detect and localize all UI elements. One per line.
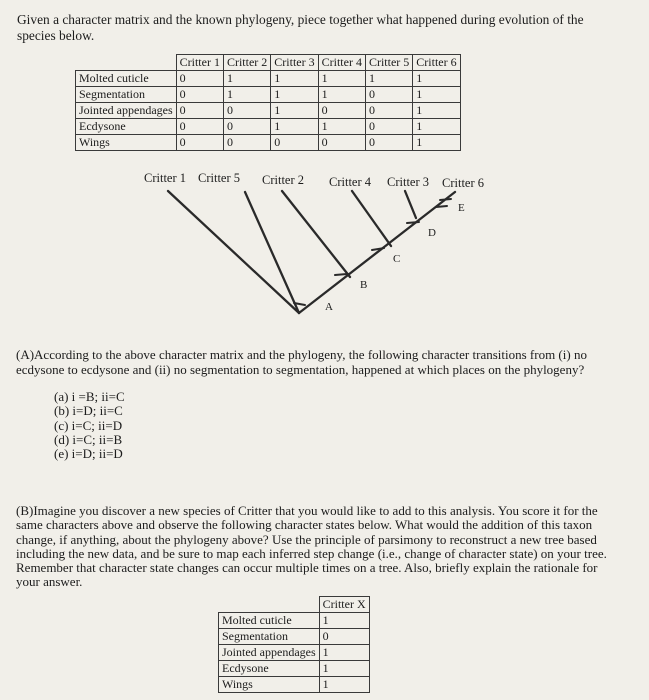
matrix-col-header: Critter 2 — [223, 55, 270, 71]
point-d-tick — [407, 222, 419, 223]
matrix-cell: 0 — [271, 135, 318, 151]
answer-option: (b) i=D; ii=C — [54, 403, 123, 419]
critter-x-cell: 1 — [319, 613, 369, 629]
matrix-cell: 1 — [365, 71, 412, 87]
matrix-cell: 0 — [176, 119, 223, 135]
tree-branch — [352, 191, 391, 246]
matrix-cell: 0 — [176, 71, 223, 87]
critter-x-header-row — [219, 597, 370, 613]
matrix-cell: 0 — [365, 119, 412, 135]
matrix-col-header: Critter 6 — [413, 55, 460, 71]
matrix-col-header: Critter 5 — [365, 55, 412, 71]
matrix-cell: 1 — [223, 87, 270, 103]
taxon-label: Critter 4 — [329, 175, 372, 189]
critter-x-cell: 1 — [319, 645, 369, 661]
matrix-cell: 0 — [176, 103, 223, 119]
critter-x-row — [219, 613, 370, 629]
critter-x-row-label: Wings — [219, 677, 320, 693]
matrix-cell: 0 — [223, 135, 270, 151]
question-a-prompt: According to the above character matrix and the phylogeny, the following character transitions from (i) no ecdysone to ecdysone and (ii) no segmentation to segmentation, happened at which places on the phylogeny? — [16, 347, 587, 377]
matrix-cell: 1 — [271, 119, 318, 135]
matrix-cell: 0 — [318, 103, 365, 119]
point-e-label: E — [458, 202, 465, 214]
question-b — [16, 504, 620, 590]
matrix-cell: 1 — [318, 119, 365, 135]
answer-option: (e) i=D; ii=D — [54, 446, 123, 462]
tree-branch — [168, 191, 299, 313]
critter-x-row — [219, 629, 370, 645]
matrix-cell: 0 — [365, 103, 412, 119]
answer-option: (d) i=C; ii=B — [54, 431, 123, 447]
matrix-cell: 0 — [223, 103, 270, 119]
critter-x-table — [218, 596, 370, 693]
matrix-cell: 1 — [271, 71, 318, 87]
matrix-cell: 1 — [413, 119, 460, 135]
point-d-label: D — [428, 227, 436, 239]
critter-x-col-header: Critter X — [319, 597, 369, 613]
matrix-row-label: Ecdysone — [76, 119, 177, 135]
matrix-col-header: Critter 1 — [176, 55, 223, 71]
tree-branch — [299, 192, 455, 313]
intro-text: Given a character matrix and the known phylogeny, piece together what happened during evolution of the species below. — [17, 12, 584, 43]
matrix-cell: 0 — [365, 135, 412, 151]
taxon-label: Critter 2 — [262, 173, 305, 187]
point-e-tick — [440, 199, 451, 200]
matrix-cell: 1 — [318, 71, 365, 87]
point-a-label: A — [325, 301, 333, 313]
matrix-cell: 0 — [318, 135, 365, 151]
matrix-cell: 1 — [413, 135, 460, 151]
point-e-tick — [436, 206, 447, 207]
matrix-cell: 1 — [413, 87, 460, 103]
point-b-tick — [335, 274, 347, 275]
matrix-cell: 1 — [413, 103, 460, 119]
matrix-cell: 1 — [271, 103, 318, 119]
taxon-label: Critter 5 — [198, 171, 241, 185]
question-a-label: (A) — [16, 347, 35, 362]
critter-x-row-label: Ecdysone — [219, 661, 320, 677]
matrix-row-label: Molted cuticle — [76, 71, 177, 87]
critter-x-row-label: Segmentation — [219, 629, 320, 645]
matrix-col-header: Critter 4 — [318, 55, 365, 71]
taxon-label: Critter 6 — [442, 176, 485, 190]
critter-x-row-label: Jointed appendages — [219, 645, 320, 661]
matrix-cell: 0 — [365, 87, 412, 103]
matrix-cell: 1 — [413, 71, 460, 87]
matrix-row-label: Jointed appendages — [76, 103, 177, 119]
critter-x-row — [219, 677, 370, 693]
taxon-label: Critter 1 — [144, 171, 187, 185]
critter-x-cell: 0 — [319, 629, 369, 645]
critter-x-row — [219, 645, 370, 661]
matrix-row-label: Segmentation — [76, 87, 177, 103]
question-a — [16, 348, 616, 377]
question-a-options — [54, 390, 125, 461]
tree-branch — [245, 192, 299, 313]
matrix-cell: 0 — [223, 119, 270, 135]
matrix-cell: 0 — [176, 135, 223, 151]
matrix-col-header: Critter 3 — [271, 55, 318, 71]
answer-option: (a) i =B; ii=C — [54, 389, 125, 404]
matrix-cell: 1 — [271, 87, 318, 103]
critter-x-row — [219, 661, 370, 677]
phylogeny-diagram — [0, 0, 649, 340]
question-b-label: (B) — [16, 503, 34, 518]
critter-x-row-label: Molted cuticle — [219, 613, 320, 629]
point-c-label: C — [393, 253, 401, 265]
matrix-cell: 1 — [318, 87, 365, 103]
question-b-prompt: Imagine you discover a new species of Critter that you would like to add to this analysis. You score it for the same characters above and observe the following character states below. What would the addition of this taxon change, if anything, about the phylogeny above? Use the principle of parsimony to reconstruct a new tree based including the new data, and be sure to map each inferred step change (i.e., change of character state) on your tree. Remember that character state changes can occur multiple times on a tree. Also, briefly explain the rationale for your answer. — [16, 503, 607, 590]
matrix-row-label: Wings — [76, 135, 177, 151]
critter-x-cell: 1 — [319, 677, 369, 693]
matrix-cell: 0 — [176, 87, 223, 103]
point-b-label: B — [360, 279, 368, 291]
critter-x-cell: 1 — [319, 661, 369, 677]
taxon-label: Critter 3 — [387, 175, 430, 189]
answer-option: (c) i=C; ii=D — [54, 417, 123, 433]
matrix-cell: 1 — [223, 71, 270, 87]
tree-branch — [282, 191, 350, 277]
tree-branch — [405, 191, 416, 218]
